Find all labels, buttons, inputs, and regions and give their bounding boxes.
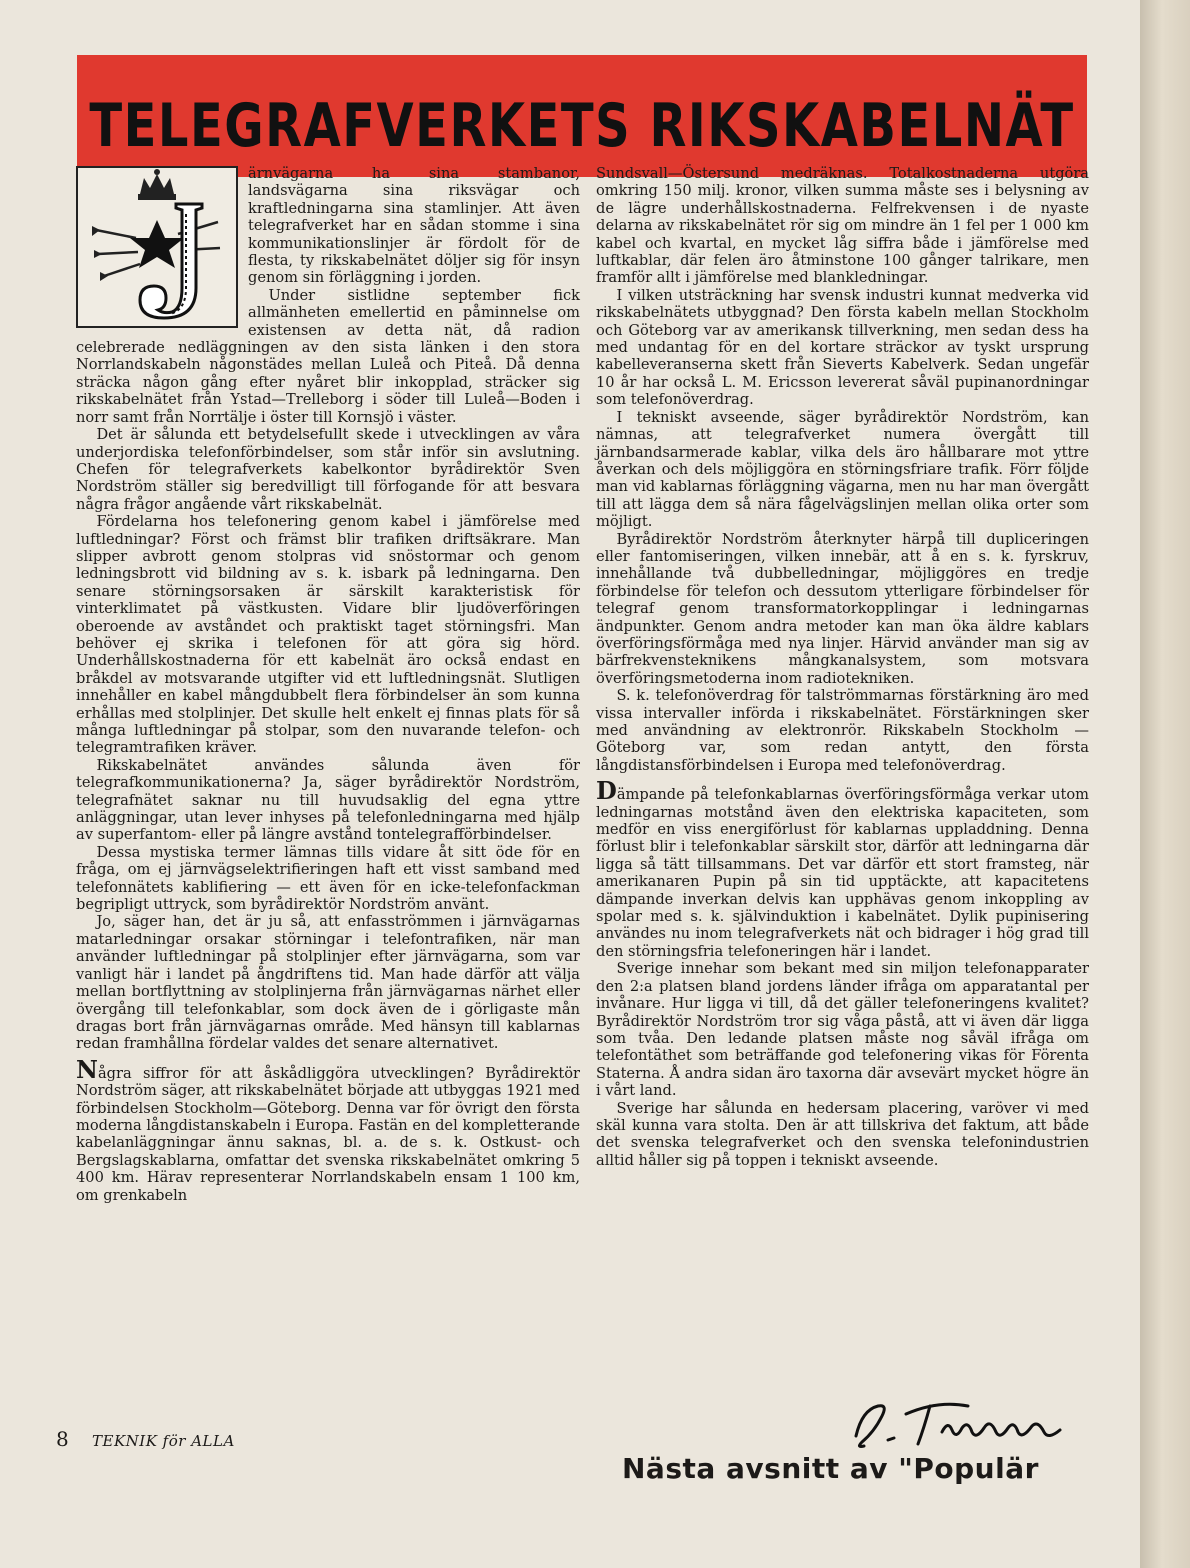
- paragraph: Under sistlidne september fick allmänheten emellertid en påminnelse om existensen av detta nät, då radion celebrerade nedläggningen av den sista länken i den stora Norrlandskabeln någonstädes mellan Luleå och Piteå. Då denna sträcka någon gång efter nyåret blir inkopplad, sträcker sig rikskabelnätet från Ystad—Trelleborg i söder till Luleå—Boden i norr samt från Norrtälje i öster till Kornsjö i väster.: [76, 286, 580, 426]
- magazine-name: TEKNIK för ALLA: [92, 1432, 235, 1450]
- next-episode-teaser: Nästa avsnitt av "Populär: [622, 1452, 1039, 1485]
- paragraph: Byrådirektör Nordström återknyter härpå till dupliceringen eller fantomiseringen, vilken innebär, att å en s. k. fyrskruv, innehållande två dubbelledningar, möjliggöres en tredje förbindelse för telefon och dessutom ytterligare förbindelser för telegraf genom transformatorkopplingar i ledningarnas ändpunkter. Genom andra metoder kan man öka äldre kablars överföringsförmåga med nya linjer. Härvid använder man sig av bärfrekvensteknikens mångkanalsystem, som motsvara överföringsmetoderna inom radiotekniken.: [596, 530, 1089, 687]
- paragraph: Sundsvall—Östersund medräknas. Totalkostnaderna utgöra omkring 150 milj. kronor, vilken summa måste ses i belysning av de lägre underhållskostnaderna. Felfrekvensen i de nyaste delarna av rikskabelnätet rör sig om mindre än 1 fel per 1 000 km kabel och kvartal, en mycket låg siffra både i jämförelse med luftkablar, där felen äro åtminstone 100 gånger talrikare, men framför allt i jämförelse med blankledningar.: [596, 165, 1089, 287]
- article-title: TELEGRAFVERKETS RIKSKABELNÄT: [89, 91, 1075, 161]
- paragraph: S. k. telefonöverdrag för talströmmarnas förstärkning äro med vissa intervaller införda i rikskabelnätet. Förstärkningen sker med användning av elektronrör. Rikskabeln Stockholm —Göteborg var, som redan antytt, den första långdistansförbindelsen i Europa med telefonöverdrag.: [596, 687, 1089, 774]
- section-paragraph: [596, 776, 1089, 960]
- dropcap-d: D: [596, 776, 617, 806]
- crown-star-j-icon: [78, 168, 236, 326]
- paragraph: I vilken utsträckning har svensk industri kunnat medverka vid rikskabelnätets utbyggnad? Den första kabeln mellan Stockholm och Göteborg var av amerikansk tillverkning, men sedan dess ha med undantag för en del kortare sträckor av tyskt ursprung kabelleveranserna skett från Sieverts Kabelverk. Sedan ungefär 10 år har också L. M. Ericsson levererat såväl pupinanordningar som telefonöverdrag.: [596, 286, 1089, 409]
- right-column: [596, 165, 1089, 1169]
- paragraph: Det är sålunda ett betydelsefullt skede i utvecklingen av våra underjordiska telefonförbindelser, som står inför sin avslutning. Chefen för telegrafverkets kabelkontor byrådirektör Sven Nordström ställer sig beredvilligt till förfogande för att besvara några frågor angående vårt rikskabelnät.: [76, 426, 580, 513]
- paragraph: Sverige har sålunda en hedersam placering, varöver vi med skäl kunna vara stolta. Den är att tillskriva det faktum, att både det svenska telegrafverket och den svenska telefonindustrien alltid håller sig på toppen i tekniskt avseende.: [596, 1099, 1089, 1169]
- paragraph: I tekniskt avseende, säger byrådirektör Nordström, kan nämnas, att telegrafverket numera övergått till järnbandsarmerade kablar, vilka dels äro hållbarare mot yttre åverkan och dels möjliggöra en störningsfriare trafik. Förr följde man vid kablarnas förläggning vägarna, men nu har man övergått till att lägga dem så nära fågelvägslinjen mellan olika orter som möjligt.: [596, 408, 1089, 531]
- left-column: [76, 165, 580, 1204]
- paragraph: Sverige innehar som bekant med sin miljon telefonapparater den 2:a platsen bland jordens länder ifråga om apparatantal per invånare. Hur ligga vi till, då det gäller telefoneringens kvalitet? Byrådirektör Nordström tror sig våga påstå, att vi även där ligga som tvåa. Den ledande platsen måste nog såväl ifråga om telefontäthet som beträffande god telefonering vikas för Förenta Staterna. Å andra sidan äro taxorna där avsevärt mycket högre än i vårt land.: [596, 960, 1089, 1100]
- paragraph: Dessa mystiska termer lämnas tills vidare åt sitt öde för en fråga, om ej järnvägselektrifieringen haft ett visst samband med telefonnätets kablifiering — ett även för en icke-telefonfackman begripligt uttryck, som byrådirektör Nordström använt.: [76, 843, 580, 914]
- section-paragraph: [76, 1054, 580, 1204]
- author-signature: [848, 1392, 1068, 1456]
- paragraph-text: ämpande på telefonkablarnas överföringsförmåga verkar utom ledningarnas motstånd även den elektriska kapaciteten, som medför en viss energiförlust för kablarnas uppladdning. Denna förlust blir i telefonkablar särskilt stor, därför att ledningarna där ligga så tätt tillsammans. Det var därför ett stort framsteg, när amerikanaren Pupin på sin tid upptäckte, att kapacitetens dämpande inverkan delvis kan upphävas genom inkoppling av spolar med s. k. självinduktion i kabelnätet. Dylik pupinisering användes nu inom telegrafverkets nät och bidrager i hög grad till den störningsfria telefoneringen här i landet.: [596, 786, 1089, 960]
- paragraph: ärnvägarna ha sina stambanor, landsvägarna sina riksvägar och kraftledningarna sina stamlinjer. Att även telegrafverket har en sådan stomme i sina kommunikationslinjer är fördolt för de flesta, ty rikskabelnätet döljer sig för insyn genom sin förläggning i jorden.: [248, 165, 580, 287]
- paragraph: Rikskabelnätet användes sålunda även för telegrafkommunikationerna? Ja, säger byrådirektör Nordström, telegrafnätet saknar nu till huvudsaklig del egna yttre anläggningar, utan lever inhyses på telefonledningarna med hjälp av superfantom- eller på längre avstånd tontelegrafförbindelser.: [76, 756, 580, 844]
- paragraph: Fördelarna hos telefonering genom kabel i jämförelse med luftledningar? Först och främst blir trafiken driftsäkrare. Man slipper avbrott genom stolpras vid snöstormar och genom ledningsbrott vid bildning av s. k. isbark på ledningarna. Den senare störningsorsaken är särskilt karakteristisk för vinterklimatet på västkusten. Vidare blir ljudöverföringen oberoende av avståndet och praktiskt taget störningsfri. Man behöver ej skrika i telefonen för att göra sig hörd. Underhållskostnaderna för ett kabelnät äro också endast en bråkdel av motsvarande utgifter vid ett luftledningsnät. Slutligen innehåller en kabel mångdubbelt flera förbindelser än som kunna erhållas med stolplinjer. Det skulle helt enkelt ej finnas plats för så många luftledningar på stolpar, som den nuvarande telefon- och telegramtrafiken kräver.: [76, 513, 580, 757]
- paragraph-text: ågra siffror för att åskådliggöra utvecklingen? Byrådirektör Nordström säger, att rikskabelnätet började att utbyggas 1921 med förbindelsen Stockholm—Göteborg. Denna var för övrigt den första moderna långdistanskabeln i Europa. Fastän en del kompletterande kabelanläggningar ännu saknas, bl. a. de s. k. Ostkust- och Bergslagskablarna, omfattar det svenska rikskabelnätet omkring 5 400 km. Härav representerar Norrlandskabeln ensam 1 100 km, om grenkabeln: [76, 1064, 580, 1204]
- ornamental-initial-j: [76, 166, 238, 328]
- page-number: 8: [56, 1427, 69, 1451]
- dropcap-n: N: [76, 1054, 98, 1084]
- paragraph: Jo, säger han, det är ju så, att enfasströmmen i järnvägarnas matarledningar orsakar störningar i telefontrafiken, när man använder luftledningar på stolplinjer efter järnvägarna, som var vanligt här i landet på ångdriftens tid. Man hade därför att välja mellan bortflyttning av stolplinjerna från järnvägarnas närhet eller övergång till telefonkablar, som dock även de i görligaste mån dragas bort från järnvägarnas område. Med hänsyn till kablarnas redan framhållna fördelar valdes det senare alternativet.: [76, 913, 580, 1053]
- book-spine-edge: [1132, 0, 1190, 1568]
